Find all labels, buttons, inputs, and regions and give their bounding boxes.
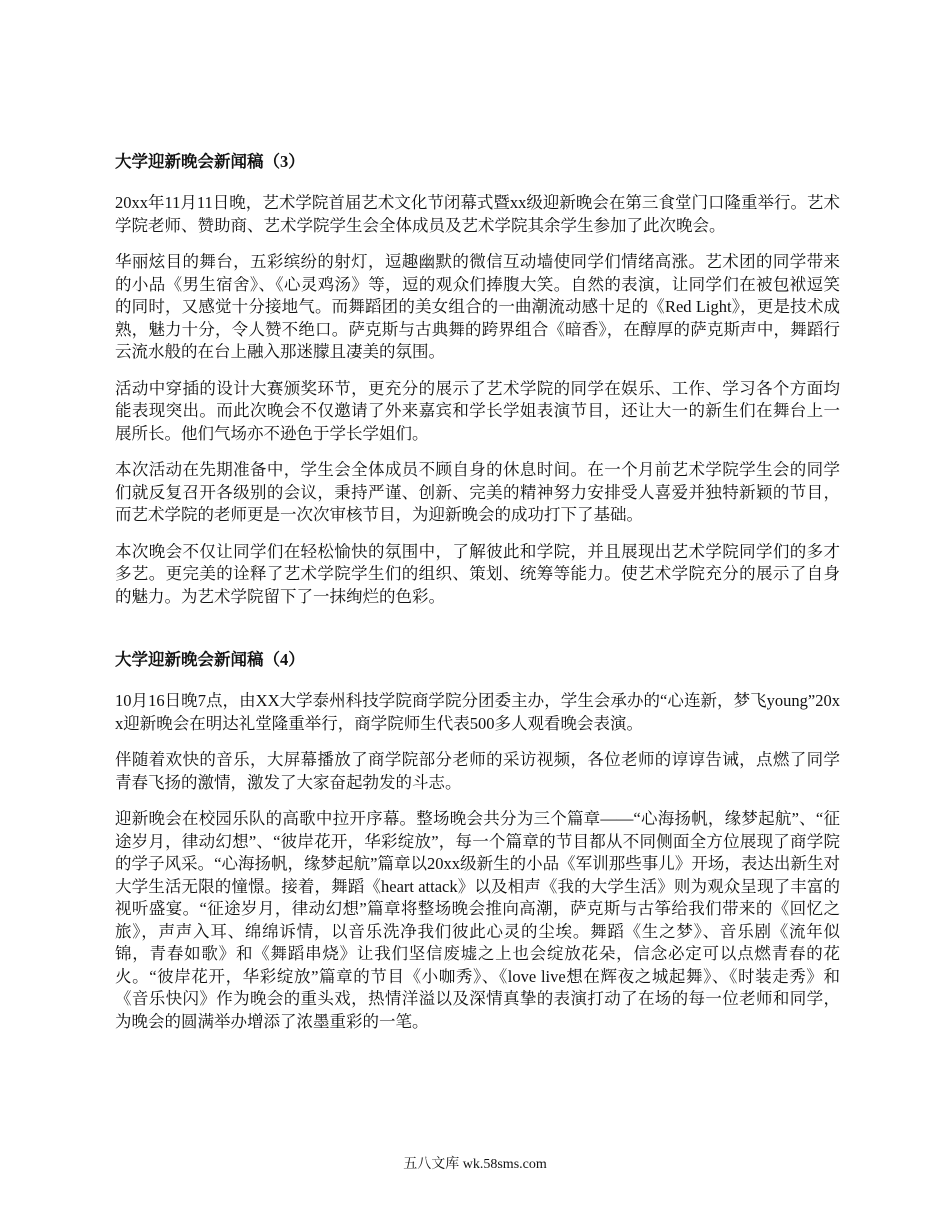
- paragraph: 活动中穿插的设计大赛颁奖环节，更充分的展示了艺术学院的同学在娱乐、工作、学习各个方面均能表现突出。而此次晚会不仅邀请了外来嘉宾和学长学姐表演节目，还让大一的新生们在舞台上一展所长。他们气场亦不逊色于学长学姐们。: [115, 378, 840, 443]
- page-footer: 五八文库 wk.58sms.com: [403, 1157, 547, 1172]
- article-section-4: [115, 648, 840, 1033]
- section-title: 大学迎新晚会新闻稿（3）: [115, 152, 305, 171]
- paragraph: 伴随着欢快的音乐，大屏幕播放了商学院部分老师的采访视频，各位老师的谆谆告诫，点燃了同学青春飞扬的激情，激发了大家奋起勃发的斗志。: [115, 750, 840, 792]
- paragraph: 本次活动在先期准备中，学生会全体成员不顾自身的休息时间。在一个月前艺术学院学生会的同学们就反复召开各级别的会议，秉持严谨、创新、完美的精神努力安排受人喜爱并独特新颖的节目，而艺术学院的老师更是一次次审核节目，为迎新晚会的成功打下了基础。: [115, 460, 840, 524]
- paragraph: 华丽炫目的舞台，五彩缤纷的射灯，逗趣幽默的微信互动墙使同学们情绪高涨。艺术团的同学带来的小品《男生宿舍》、《心灵鸡汤》等，逗的观众们捧腹大笑。自然的表演，让同学们在被包袱逗笑的同时，又感觉十分接地气。而舞蹈团的美女组合的一曲潮流动感十足的《Red Light》，更是技术成熟，魅力十分，令人赞不绝口。萨克斯与古典舞的跨界组合《暗香》，在醇厚的萨克斯声中，舞蹈行云流水般的在台上融入那迷朦且凄美的氛围。: [115, 252, 840, 361]
- paragraph: 10月16日晚7点，由XX大学泰州科技学院商学院分团委主办，学生会承办的“心连新，梦飞young”20xx迎新晚会在明达礼堂隆重举行，商学院师生代表500多人观看晚会表演。: [115, 691, 840, 733]
- paragraph: 迎新晚会在校园乐队的高歌中拉开序幕。整场晚会共分为三个篇章——“心海扬帆，缘梦起航”、“征途岁月，律动幻想”、“彼岸花开，华彩绽放”，每一个篇章的节目都从不同侧面全方位展现了商学院的学子风采。“心海扬帆，缘梦起航”篇章以20xx级新生的小品《军训那些事儿》开场，表达出新生对大学生活无限的憧憬。接着，舞蹈《heart attack》以及相声《我的大学生活》则为观众呈现了丰富的视听盛宴。“征途岁月，律动幻想”篇章将整场晚会推向高潮，萨克斯与古筝给我们带来的《回忆之旅》，声声入耳、绵绵诉情，以音乐洗净我们彼此心灵的尘埃。舞蹈《生之梦》、音乐剧《流年似锦，青春如歌》和《舞蹈串烧》让我们坚信废墟之上也会绽放花朵，信念必定可以点燃青春的花火。“彼岸花开，华彩绽放”篇章的节目《小咖秀》、《love live想在辉夜之城起舞》、《时装走秀》和《音乐快闪》作为晚会的重头戏，热情洋溢以及深情真挚的表演打动了在场的每一位老师和同学，为晚会的圆满举办增添了浓墨重彩的一笔。: [115, 809, 840, 1031]
- paragraph: 20xx年11月11日晚，艺术学院首届艺术文化节闭幕式暨xx级迎新晚会在第三食堂门口隆重举行。艺术学院老师、赞助商、艺术学院学生会全体成员及艺术学院其余学生参加了此次晚会。: [115, 193, 840, 235]
- paragraph: 本次晚会不仅让同学们在轻松愉快的氛围中，了解彼此和学院，并且展现出艺术学院同学们的多才多艺。更完美的诠释了艺术学院学生们的组织、策划、统筹等能力。使艺术学院充分的展示了自身的魅力。为艺术学院留下了一抹绚烂的色彩。: [115, 541, 840, 606]
- section-title: 大学迎新晚会新闻稿（4）: [115, 650, 305, 669]
- document-body: [115, 150, 840, 1047]
- article-section-3: [115, 150, 840, 608]
